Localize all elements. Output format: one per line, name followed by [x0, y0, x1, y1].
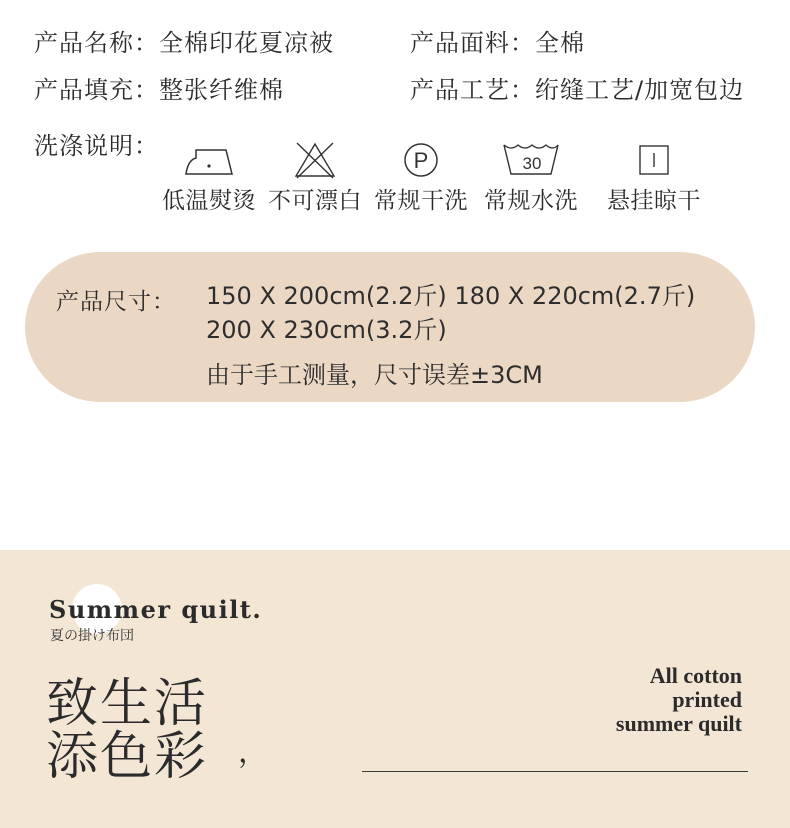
wash-temp-text: 30: [522, 154, 542, 173]
spec-product-craft: 产品工艺：绗缝工艺/加宽包边: [410, 76, 745, 104]
banner-cn-line-2: 添色彩: [46, 727, 209, 787]
banner-divider: [362, 771, 748, 772]
care-item-wash: [476, 140, 586, 213]
banner-en-title: Summer quilt.: [49, 595, 263, 624]
care-item-dry-clean: [366, 140, 476, 213]
wash-instructions-label: 洗涤说明：: [34, 132, 159, 160]
spec-product-name: 产品名称：全棉印花夏凉被: [34, 29, 334, 57]
care-label-no-bleach: 不可漂白: [268, 188, 362, 214]
care-label-wash: 常规水洗: [484, 188, 578, 214]
iron-low-temp-icon: [179, 140, 239, 180]
banner-cn-line-1: 致生活: [46, 674, 209, 734]
size-note: 由于手工测量，尺寸误差±3CM: [206, 361, 543, 389]
dry-clean-letter: P: [413, 148, 429, 173]
banner-comma: ，: [238, 735, 268, 770]
size-label: 产品尺寸：: [56, 289, 176, 315]
size-line-2: 200 X 230cm(3.2斤): [206, 316, 447, 344]
size-line-1: 150 X 200cm(2.2斤) 180 X 220cm(2.7斤): [206, 282, 696, 310]
care-item-line-dry: [599, 140, 709, 213]
care-label-line-dry: 悬挂晾干: [607, 188, 701, 214]
spec-product-fabric: 产品面料：全棉: [410, 29, 585, 57]
banner-right-line-1: All cotton: [649, 663, 742, 688]
banner-right-line-3: summer quilt: [615, 711, 742, 736]
care-label-dry-clean: 常规干洗: [374, 188, 468, 214]
no-bleach-icon: [285, 140, 345, 180]
care-item-iron: [154, 140, 264, 213]
spec-product-filling: 产品填充：整张纤维棉: [34, 76, 284, 104]
dry-clean-p-icon: [391, 140, 451, 180]
care-item-no-bleach: [260, 140, 370, 213]
care-label-iron: 低温熨烫: [162, 188, 256, 214]
banner-right-text: [616, 664, 742, 736]
banner-right-line-2: printed: [672, 687, 742, 712]
wash-30-icon: [501, 140, 561, 180]
line-dry-icon: [624, 140, 684, 180]
banner-jp-subtitle: 夏の掛け布団: [50, 628, 134, 644]
